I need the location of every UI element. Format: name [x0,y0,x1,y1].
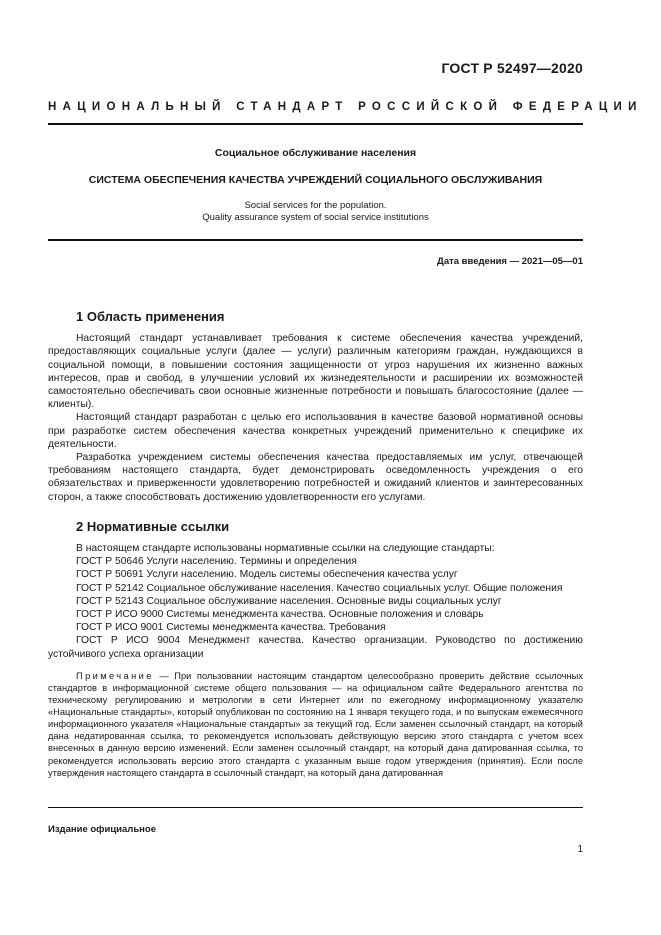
reference-item: ГОСТ Р ИСО 9000 Системы менеджмента качества. Основные положения и словарь [76,609,484,621]
reference-item: ГОСТ Р 52142 Социальное обслуживание населения. Качество социальных услуг. Общие положения [76,582,563,594]
document-subtitle: Социальное обслуживание населения [214,147,417,159]
english-title-line-2: Quality assurance system of social service institutions [202,212,429,223]
note-paragraph [48,670,583,779]
reference-item: ГОСТ Р 50691 Услуги населению. Модель системы обеспечения качества услуг [76,569,458,581]
document-title: СИСТЕМА ОБЕСПЕЧЕНИЯ КАЧЕСТВА УЧРЕЖДЕНИЙ СОЦИАЛЬНОГО ОБСЛУЖИВАНИЯ [88,174,543,186]
english-title-line-1: Social services for the population. [244,200,387,211]
footer-rule [48,807,583,808]
official-edition-label: Издание официальное [48,824,156,835]
introduction-date: Дата введения — 2021—05—01 [437,256,583,267]
note-text: — При пользовании настоящим стандартом целесообразно проверить действие ссылочных стандартов в информационной системе общего пользования — на официальном сайте Федерального агентства по техническому регулированию и метрологии в сети Интернет или по ежегодному информационному указателю «Национальные стандарты», который опубликован по состоянию на 1 января текущего года, и по выпускам ежемесячного информационного указателя «Национальные стандарты» за текущий год. Если заменен ссылочный стандарт, на который дана недатированная ссылка, то рекомендуется использовать действующую версию этого стандарта с учетом всех внесенных в данную версию изменений. Если заменен ссылочный стандарт, на который дана датированная ссылка, то рекомендуется использовать версию этого стандарта с указанным выше годом утверждения (принятия). Если после утверждения настоящего стандарта в ссылочный стандарт, на который дана датированная [48,670,583,778]
page-number: 1 [577,844,583,855]
section-normative-references [48,520,583,779]
reference-item: ГОСТ Р ИСО 9004 Менеджмент качества. Качество организации. Руководство по достижению устойчивого успеха организации [48,635,583,660]
paragraph: Настоящий стандарт разработан с целью его использования в качестве базовой нормативной основы при разработке систем обеспечения качества конкретных учреждений применительно к специфике их деятельности. [48,412,583,450]
national-standard-banner: НАЦИОНАЛЬНЫЙ СТАНДАРТ РОССИЙСКОЙ ФЕДЕРАЦИИ [48,101,643,113]
header-rule-bottom [48,239,583,241]
reference-item: ГОСТ Р ИСО 9001 Системы менеджмента качества. Требования [76,622,386,634]
paragraph: Разработка учреждением системы обеспечения качества предоставляемых им услуг, отвечающей требованиям настоящего стандарта, будет демонстрировать осведомленность учреждения о его обязательствах и приверженности удовлетворению потребностей и ожиданий клиентов и заинтересованных сторон, а также способствовать достижению удовлетворенности его услугами. [48,452,583,503]
header-rule-top [48,123,583,125]
paragraph: Настоящий стандарт устанавливает требования к системе обеспечения качества учреждений, предоставляющих социальные услуги (далее — услуги) различным категориям граждан, нуждающихся в социальной помощи, в повышении состояния защищенности от угроз нарушения их жизненно важных интересов, прав и свобод, в улучшении условий их жизнедеятельности и расширении их возможностей самостоятельно обеспечивать свои основные жизненные потребности и повышать благосостояние (далее — клиенты). [48,333,583,411]
section-scope [48,310,583,504]
paragraph: В настоящем стандарте использованы нормативные ссылки на следующие стандарты: [76,543,495,555]
reference-item: ГОСТ Р 52143 Социальное обслуживание населения. Основные виды социальных услуг [76,595,502,607]
section-heading-scope: 1 Область применения [76,309,225,324]
section-heading-references: 2 Нормативные ссылки [76,518,230,534]
note-label: Примечание [76,670,154,681]
reference-item: ГОСТ Р 50646 Услуги населению. Термины и определения [76,556,357,568]
document-body [48,310,583,788]
document-id: ГОСТ Р 52497—2020 [441,60,583,76]
